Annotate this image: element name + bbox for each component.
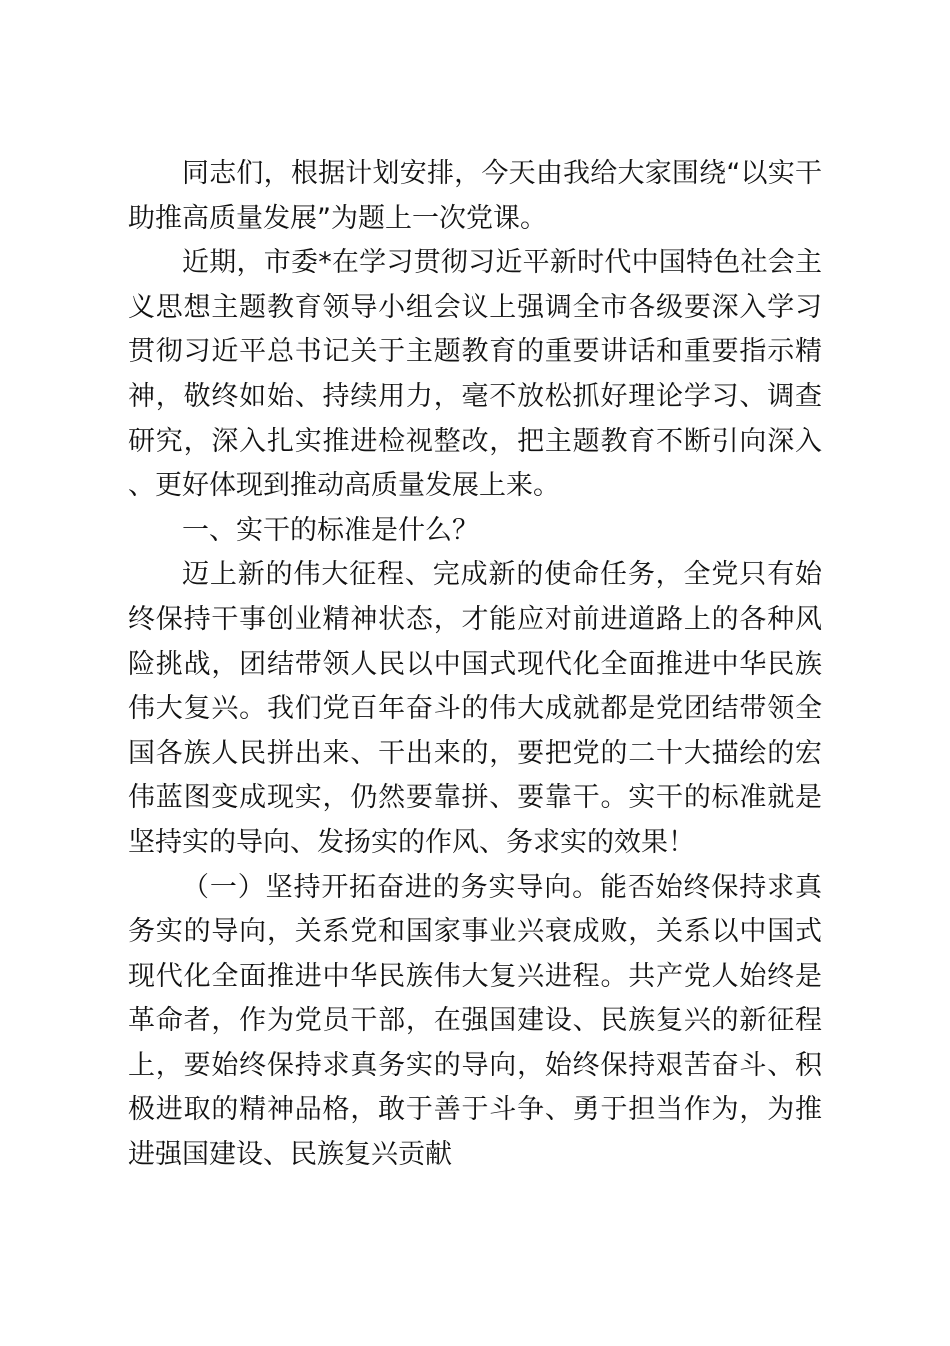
paragraph-recent-meeting: 近期，市委*在学习贯彻习近平新时代中国特色社会主义思想主题教育领导小组会议上强调全市各级要深入学习贯彻习近平总书记关于主题教育的重要讲话和重要指示精神，敬终如始、持续用力，毫不放松抓好理论学习、调查研究，深入扎实推进检视整改，把主题教育不断引向深入、更好体现到推动高质量发展上来。: [128, 247, 822, 502]
paragraph-new-journey: 迈上新的伟大征程、完成新的使命任务，全党只有始终保持干事创业精神状态，才能应对前进道路上的各种风险挑战，团结带领人民以中国式现代化全面推进中华民族伟大复兴。我们党百年奋斗的伟大成就都是党团结带领全国各族人民拼出来、干出来的，要把党的二十大描绘的宏伟蓝图变成现实，仍然要靠拼、要靠干。实干的标准就是坚持实的导向、发扬实的作风、务求实的效果！: [128, 559, 822, 858]
document-body: [128, 152, 822, 1178]
paragraph-greeting: 同志们，根据计划安排，今天由我给大家围绕“以实干助推高质量发展”为题上一次党课。: [128, 158, 822, 234]
paragraph-subsection-1: （一）坚持开拓奋进的务实导向。能否始终保持求真务实的导向，关系党和国家事业兴衰成败，关系以中国式现代化全面推进中华民族伟大复兴进程。共产党人始终是革命者，作为党员干部，在强国建设、民族复兴的新征程上，要始终保持求真务实的导向，始终保持艰苦奋斗、积极进取的精神品格，敢于善于斗争、勇于担当作为，为推进强国建设、民族复兴贡献: [128, 871, 822, 1171]
section-heading-1: 一、实干的标准是什么？: [182, 514, 479, 546]
